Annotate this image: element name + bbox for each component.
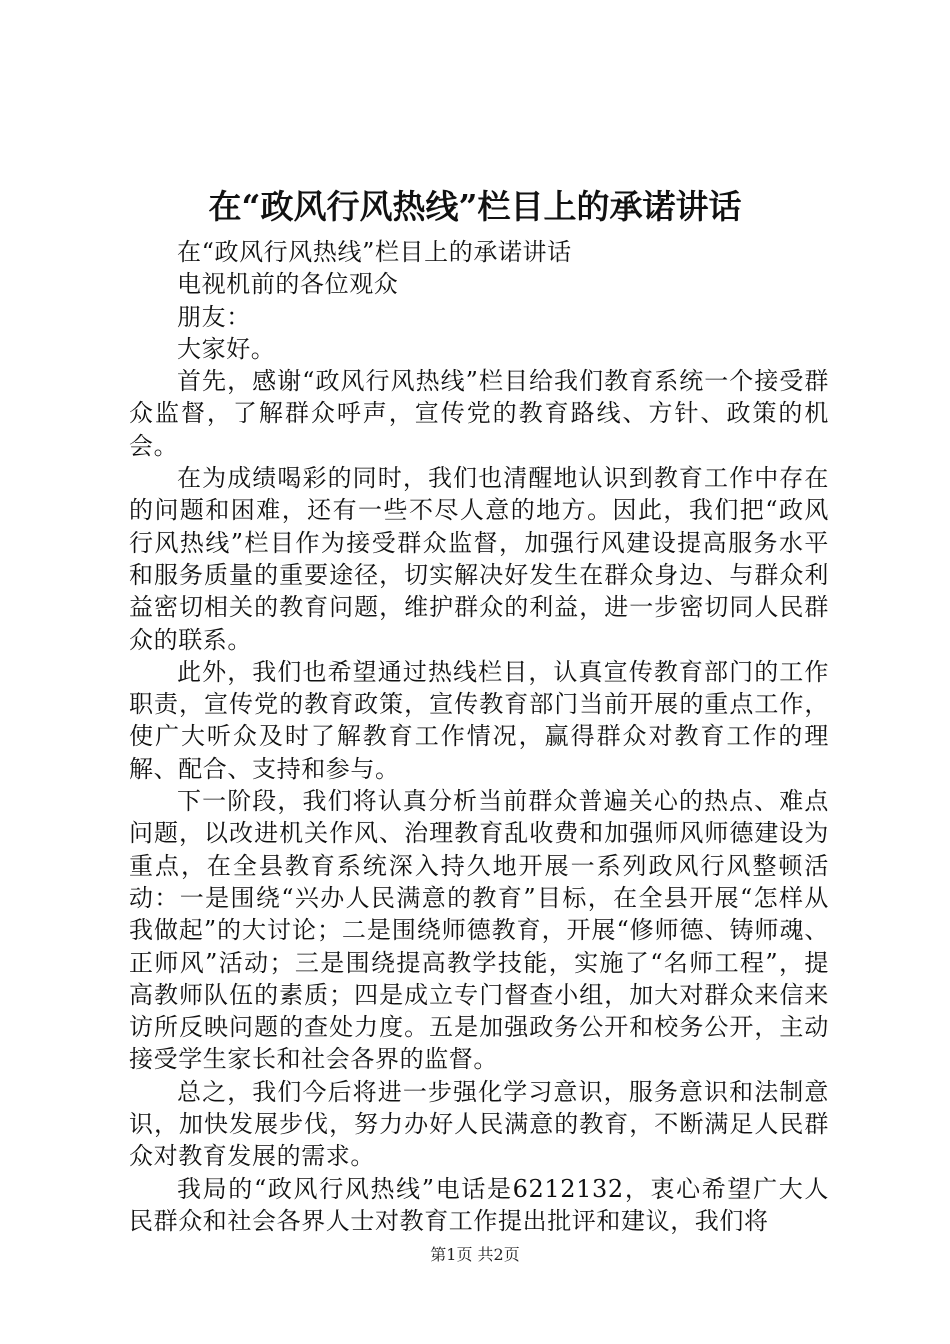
paragraph: 电视机前的各位观众	[177, 270, 399, 299]
paragraph: 大家好。	[177, 334, 276, 363]
paragraph: 下一阶段，我们将认真分析当前群众普遍关心的热点、难点问题，以改进机关作风、治理教育乱收费和加强师风师德建设为重点，在全县教育系统深入持久地开展一系列政风行风整顿活动：一是围绕“兴办人民满意的教育”目标，在全县开展“怎样从我做起”的大讨论；二是围绕师德教育，开展“修师德、铸师魂、正师风”活动；三是围绕提高教学技能，实施了“名师工程”，提高教师队伍的素质；四是成立专门督查小组，加大对群众来信来访所反映问题的查处力度。五是加强政务公开和校务公开，主动接受学生家长和社会各界的监督。	[129, 787, 829, 1074]
paragraph: 此外，我们也希望通过热线栏目，认真宣传教育部门的工作职责，宣传党的教育政策，宣传教育部门当前开展的重点工作，使广大听众及时了解教育工作情况，赢得群众对教育工作的理解、配合、支持和参与。	[129, 657, 829, 783]
document-title: 在“政风行风热线”栏目上的承诺讲话	[208, 187, 742, 226]
paragraph: 我局的“政风行风热线”电话是6212132，衷心希望广大人民群众和社会各界人士对教育工作提出批评和建议，我们将	[129, 1174, 829, 1235]
paragraph: 首先，感谢“政风行风热线”栏目给我们教育系统一个接受群众监督，了解群众呼声，宣传党的教育路线、方针、政策的机会。	[129, 367, 829, 460]
paragraph: 朋友：	[177, 302, 251, 331]
paragraph: 总之，我们今后将进一步强化学习意识，服务意识和法制意识，加快发展步伐，努力办好人民满意的教育，不断满足人民群众对教育发展的需求。	[129, 1077, 829, 1171]
paragraph: 在为成绩喝彩的同时，我们也清醒地认识到教育工作中存在的问题和困难，还有一些不尽人意的地方。因此，我们把“政风行风热线”栏目作为接受群众监督，加强行风建设提高服务水平和服务质量的重要途径，切实解决好发生在群众身边、与群众利益密切相关的教育问题，维护群众的利益，进一步密切同人民群众的联系。	[129, 464, 829, 654]
page-footer: 第1页 共2页	[430, 1245, 520, 1264]
paragraph: 在“政风行风热线”栏目上的承诺讲话	[177, 238, 572, 266]
document-body	[129, 236, 829, 1237]
